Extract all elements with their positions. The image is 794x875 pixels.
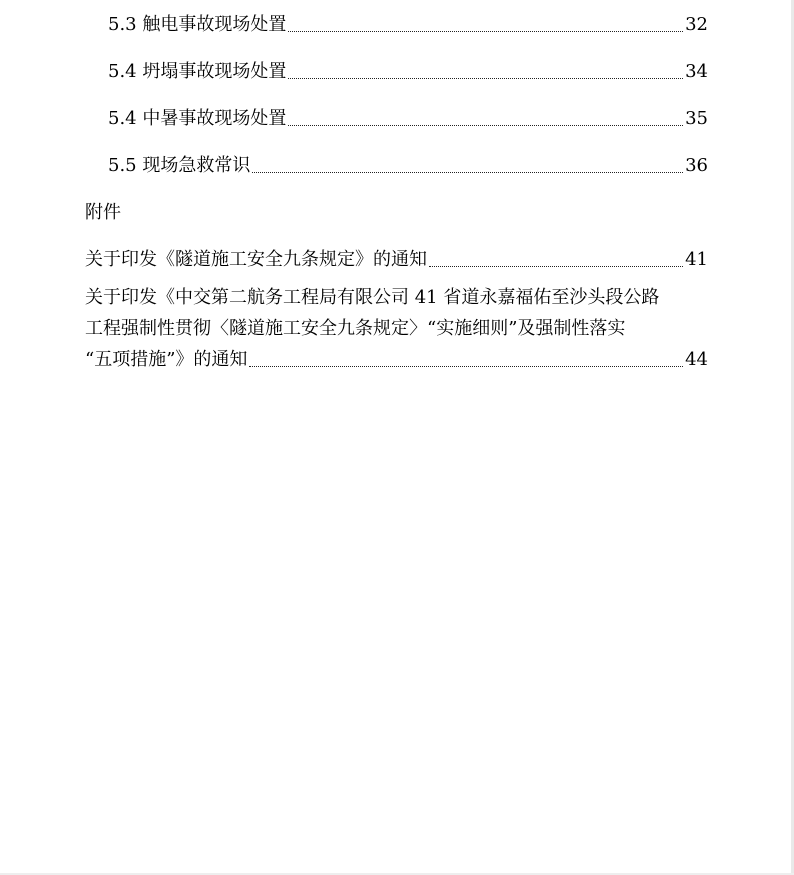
toc-entry-title: 5.4 中暑事故现场处置	[108, 108, 287, 129]
toc-entry-title: 5.3 触电事故现场处置	[108, 14, 287, 35]
toc-entry-title: 关于印发《隧道施工安全九条规定》的通知	[85, 249, 427, 270]
toc-entry-page: 44	[685, 349, 708, 370]
toc-entry-page: 35	[685, 108, 708, 129]
toc-entry-5-4-heatstroke[interactable]	[108, 107, 708, 131]
toc-entry-5-4-collapse[interactable]	[108, 60, 708, 84]
dot-leader	[429, 266, 683, 267]
toc-entry-page: 32	[685, 14, 708, 35]
dot-leader	[249, 366, 683, 367]
appendix-entry-2-line-1[interactable]: 关于印发《中交第二航务工程局有限公司 41 省道永嘉福佑至沙头段公路	[85, 287, 660, 308]
dot-leader	[288, 31, 683, 32]
toc-entry-page: 34	[685, 61, 708, 82]
toc-entry-title: 5.5 现场急救常识	[108, 155, 251, 176]
dot-leader	[288, 78, 683, 79]
appendix-entry-2-line-2[interactable]: 工程强制性贯彻〈隧道施工安全九条规定〉“实施细则”及强制性落实	[85, 318, 626, 339]
toc-entry-page: 41	[685, 249, 708, 270]
dot-leader	[288, 125, 683, 126]
toc-entry-5-5[interactable]	[108, 154, 708, 178]
toc-entry-title: “五项措施”》的通知	[85, 349, 248, 370]
appendix-heading: 附件	[85, 202, 121, 223]
toc-entry-page: 36	[685, 155, 708, 176]
appendix-entry-1[interactable]	[85, 248, 708, 272]
toc-entry-5-3[interactable]	[108, 13, 708, 37]
appendix-entry-2-line-3[interactable]	[85, 348, 708, 372]
toc-entry-title: 5.4 坍塌事故现场处置	[108, 61, 287, 82]
dot-leader	[252, 172, 683, 173]
